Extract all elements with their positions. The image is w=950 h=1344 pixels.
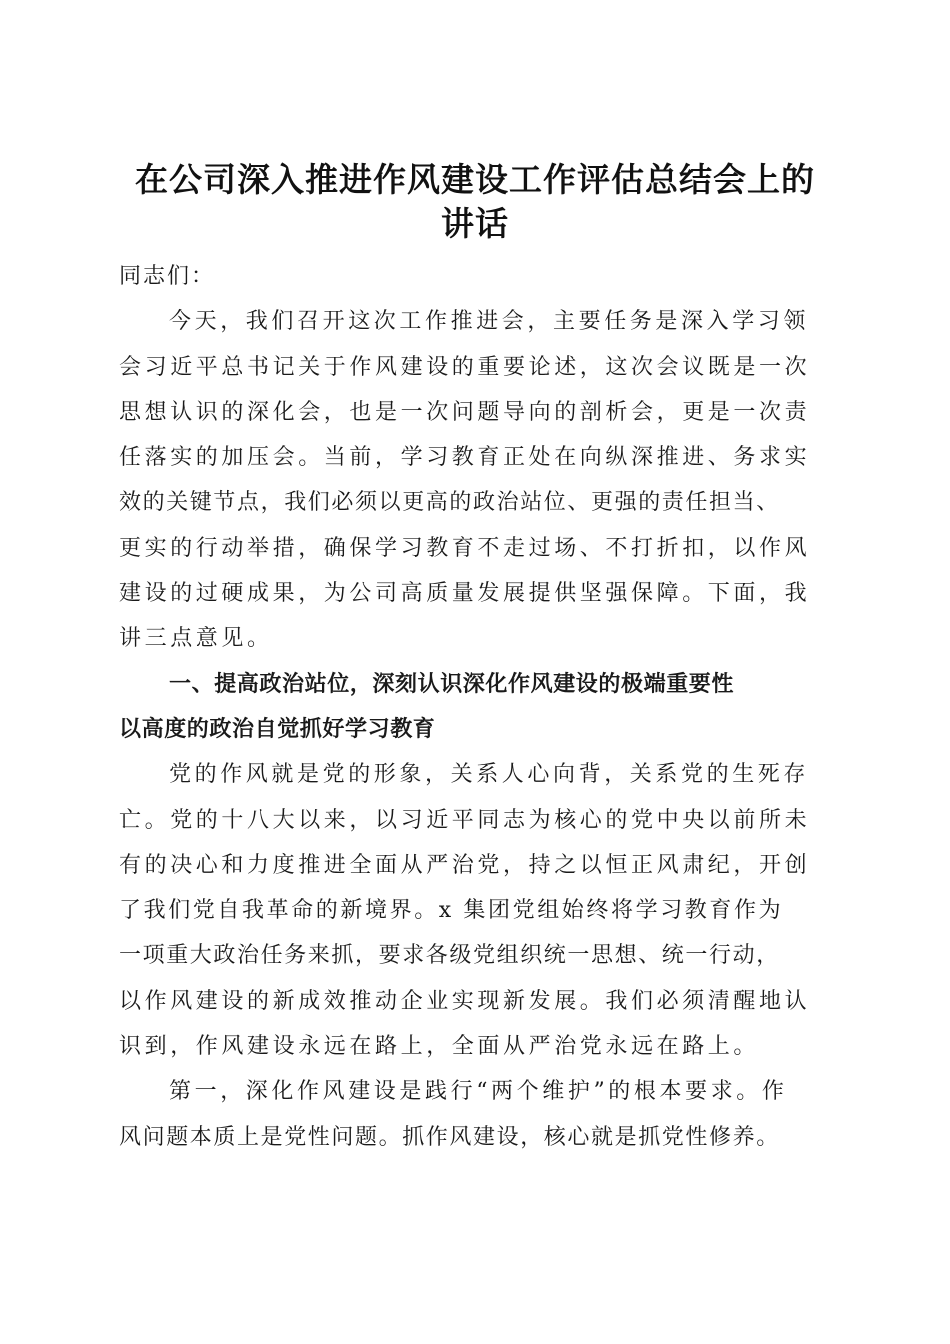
text-line: 党的作风就是党的形象，关系人心向背，关系党的生死存 <box>169 762 810 788</box>
heading-line: 以高度的政治自觉抓好学习教育 <box>119 716 436 742</box>
text-line: 第一，深化作风建设是践行“两个维护”的根本要求。作 <box>169 1079 788 1105</box>
document-body <box>119 254 835 1160</box>
text-line: 建设的过硬成果，为公司高质量发展提供坚强保障。下面，我 <box>119 581 811 607</box>
text-line: 今天，我们召开这次工作推进会，主要任务是深入学习领 <box>169 309 810 335</box>
text-line: 以作风建设的新成效推动企业实现新发展。我们必须清醒地认 <box>119 988 811 1014</box>
section-paragraph <box>119 752 835 1069</box>
point-paragraph <box>119 1069 835 1160</box>
text-line: 更实的行动举措，确保学习教育不走过场、不打折扣，以作风 <box>119 535 811 561</box>
text-line: 效的关键节点，我们必须以更高的政治站位、更强的责任担当、 <box>119 490 780 516</box>
title-line: 讲话 <box>441 204 509 244</box>
section-heading <box>119 662 835 753</box>
text-line: 风问题本质上是党性问题。抓作风建设，核心就是抓党性修养。 <box>119 1124 780 1150</box>
title-line: 在公司深入推进作风建设工作评估总结会上的 <box>135 160 815 200</box>
text-line: 了我们党自我革命的新境界。x 集团党组始终将学习教育作为 <box>119 898 784 924</box>
text-line: 识到，作风建设永远在路上，全面从严治党永远在路上。 <box>119 1034 760 1060</box>
text-line: 思想认识的深化会，也是一次问题导向的剖析会，更是一次责 <box>119 399 811 425</box>
heading-line: 一、提高政治站位，深刻认识深化作风建设的极端重要性 <box>169 671 735 697</box>
text-line: 有的决心和力度推进全面从严治党，持之以恒正风肃纪，开创 <box>119 852 811 878</box>
text-line: 会习近平总书记关于作风建设的重要论述，这次会议既是一次 <box>119 354 811 380</box>
text-line: 任落实的加压会。当前，学习教育正处在向纵深推进、务求实 <box>119 445 811 471</box>
intro-paragraph <box>119 299 835 661</box>
salutation-text: 同志们： <box>119 264 216 289</box>
text-line: 亡。党的十八大以来，以习近平同志为核心的党中央以前所未 <box>119 807 811 833</box>
text-line: 一项重大政治任务来抓，要求各级党组织统一思想、统一行动， <box>119 943 780 969</box>
document-title <box>100 158 850 246</box>
salutation <box>119 254 835 299</box>
text-line: 讲三点意见。 <box>119 626 273 652</box>
